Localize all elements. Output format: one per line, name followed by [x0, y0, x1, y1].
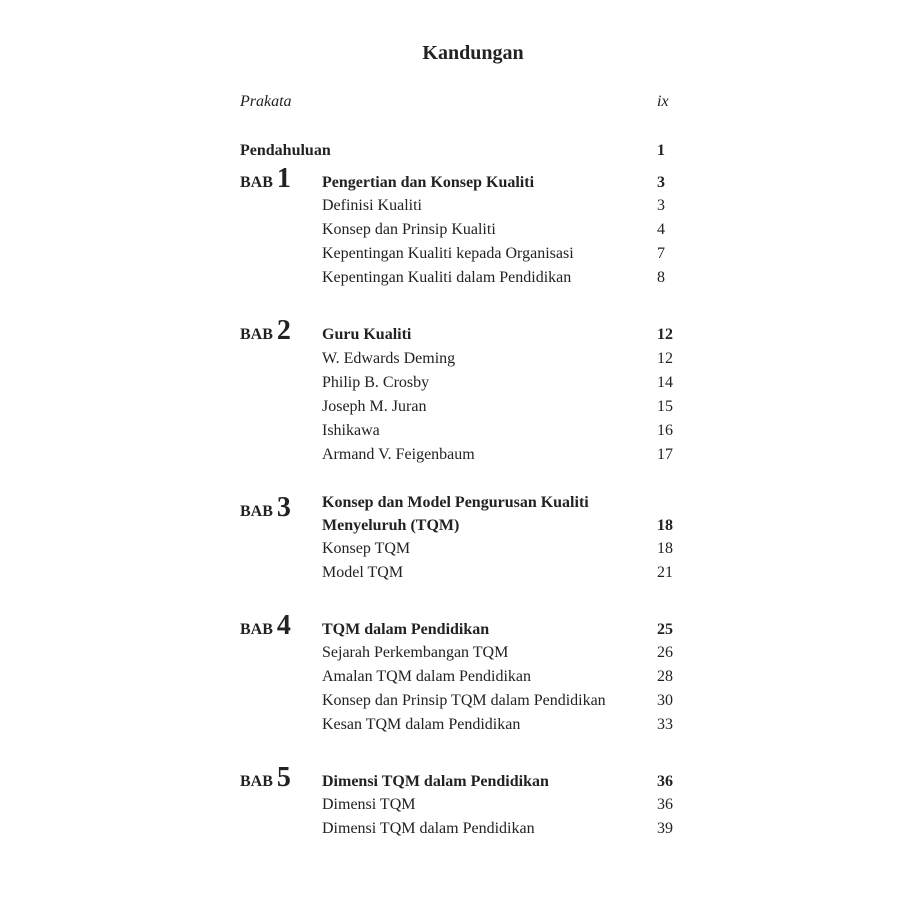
- section-title: Kesan TQM dalam Pendidikan: [322, 716, 521, 733]
- toc-entry-pendahuluan: Pendahuluan: [240, 142, 331, 159]
- section-page: 26: [657, 644, 673, 661]
- section-title: Konsep dan Prinsip TQM dalam Pendidikan: [322, 692, 606, 709]
- section-title: Dimensi TQM: [322, 796, 416, 813]
- chapter-number: 3: [276, 492, 291, 523]
- section-page: 28: [657, 668, 673, 685]
- chapter-label-4: [240, 610, 291, 642]
- section-page: 17: [657, 446, 673, 463]
- section-page: 12: [657, 350, 673, 367]
- chapter-title-3-line1: Konsep dan Model Pengurusan Kualiti: [322, 494, 589, 511]
- chapter-number: 4: [276, 610, 291, 641]
- bab-word: BAB: [240, 503, 273, 520]
- section-title: Dimensi TQM dalam Pendidikan: [322, 820, 535, 837]
- bab-word: BAB: [240, 773, 273, 790]
- toc-entry-prakata: Prakata: [240, 93, 292, 110]
- page-title: Kandungan: [422, 42, 524, 64]
- section-page: 33: [657, 716, 673, 733]
- section-title: Model TQM: [322, 564, 404, 581]
- section-page: 7: [657, 245, 665, 262]
- chapter-title-2: Guru Kualiti: [322, 326, 412, 343]
- section-page: 8: [657, 269, 665, 286]
- section-title: Sejarah Perkembangan TQM: [322, 644, 509, 661]
- toc-page-pendahuluan: 1: [657, 142, 665, 159]
- chapter-page-1: 3: [657, 174, 665, 191]
- section-page: 18: [657, 540, 673, 557]
- chapter-title-5: Dimensi TQM dalam Pendidikan: [322, 773, 549, 790]
- chapter-number: 1: [276, 163, 291, 194]
- section-title: Konsep TQM: [322, 540, 411, 557]
- section-title: Kepentingan Kualiti dalam Pendidikan: [322, 269, 572, 286]
- section-title: Philip B. Crosby: [322, 374, 430, 391]
- section-page: 14: [657, 374, 673, 391]
- chapter-label-3: [240, 492, 291, 524]
- section-title: Armand V. Feigenbaum: [322, 446, 475, 463]
- chapter-title-3: Menyeluruh (TQM): [322, 517, 460, 534]
- section-page: 4: [657, 221, 665, 238]
- section-title: Ishikawa: [322, 422, 380, 439]
- section-title: Kepentingan Kualiti kepada Organisasi: [322, 245, 574, 262]
- section-page: 36: [657, 796, 673, 813]
- chapter-page-2: 12: [657, 326, 673, 343]
- section-page: 21: [657, 564, 673, 581]
- section-title: Konsep dan Prinsip Kualiti: [322, 221, 496, 238]
- chapter-label-5: [240, 762, 291, 794]
- section-page: 30: [657, 692, 673, 709]
- bab-word: BAB: [240, 621, 273, 638]
- section-title: Joseph M. Juran: [322, 398, 427, 415]
- section-title: Amalan TQM dalam Pendidikan: [322, 668, 531, 685]
- section-page: 39: [657, 820, 673, 837]
- chapter-page-3: 18: [657, 517, 673, 534]
- chapter-label-1: [240, 163, 291, 195]
- section-title: Definisi Kualiti: [322, 197, 422, 214]
- chapter-number: 5: [276, 762, 291, 793]
- chapter-label-2: [240, 315, 291, 347]
- toc-page-prakata: ix: [657, 93, 669, 110]
- section-page: 3: [657, 197, 665, 214]
- chapter-page-5: 36: [657, 773, 673, 790]
- chapter-title-4: TQM dalam Pendidikan: [322, 621, 490, 638]
- chapter-title-1: Pengertian dan Konsep Kualiti: [322, 174, 535, 191]
- bab-word: BAB: [240, 174, 273, 191]
- section-page: 15: [657, 398, 673, 415]
- bab-word: BAB: [240, 326, 273, 343]
- chapter-number: 2: [276, 315, 291, 346]
- section-page: 16: [657, 422, 673, 439]
- section-title: W. Edwards Deming: [322, 350, 456, 367]
- chapter-page-4: 25: [657, 621, 673, 638]
